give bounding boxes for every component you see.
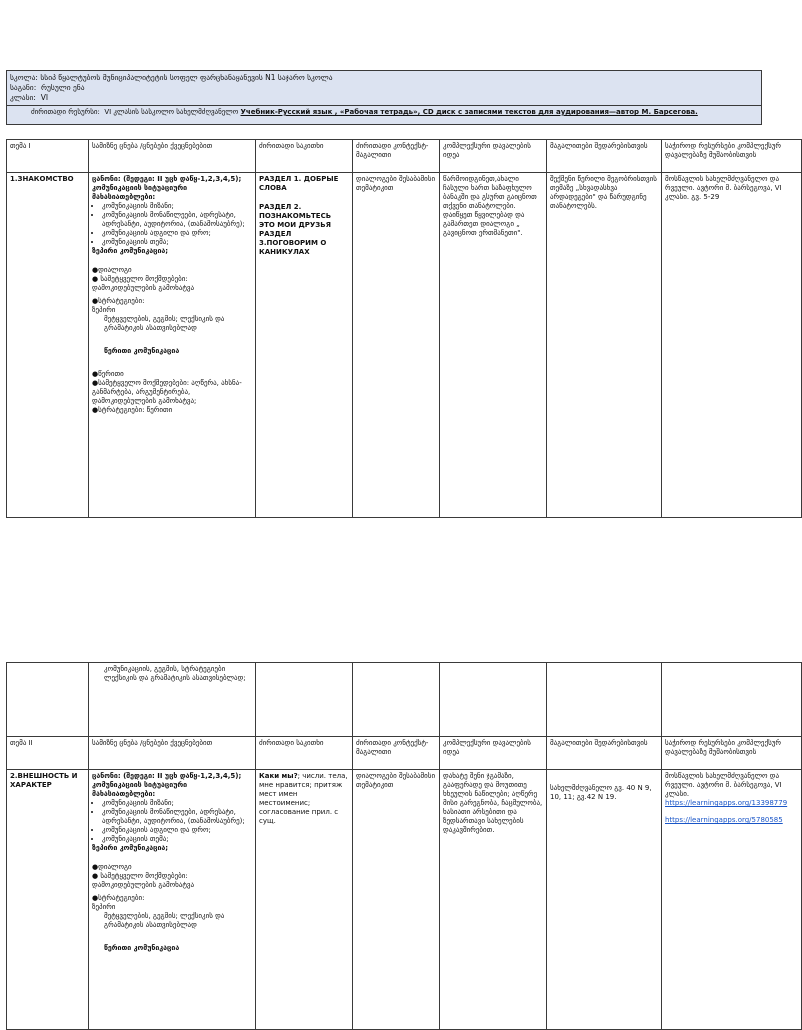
table-row [7,770,802,1030]
concept-cell: ცანონი: (შედეგი: II უცხ დაწყ-1,2,3,4,5); კომუნიკაციის სიტუაციური მახასიათებლები: • კომუნიკაციის მიზანი; • კომუნიკაციის მონაწილეები, ადრესატი, ადრესანტი, აუდიტორია, (თანამოსაუბრე); • კომუნიკაციის ადგილი და დრო; • კომუნიკაციის თემა; ზეპირი კომუნიკაცია; ●დიალოგი ● სამეტყველო მოქმდებები: დამოკიდებულების გამოხატვა ●სტრატეგიები: ზეპირი მეტყველების, გეგმის; ლექსიკის და გრამატიკის ასათვისებლად წერითი კომუნიკაცია ●წერითი ●სამეტყველო მოქმედებები: აღწერა, ახსნა-განმარტება, არგუმენტირება, დამოკიდებულების გამოხატვა; ●სტრატეგიები: წერითი [89,173,256,518]
header-table [6,70,762,125]
concept-cell: ცანონი: (შედეგი: II უცხ დაწყ-1,2,3,4,5); კომუნიკაციის სიტუაციური მახასიათებლები: • კომუნიკაციის მიზანი; • კომუნიკაციის მონაწილეები, ადრესატი, ადრესანტი, აუდიტორია, (თანამოსაუბრე); • კომუნიკაციის ადგილი და დრო; • კომუნიკაციის თემა; ზეპირი კომუნიკაცია; ●დიალოგი ● სამეტყველო მოქმდებები: დამოკიდებულების გამოხატვა ●სტრატეგიები: ზეპირი მეტყველების, გეგმის; ლექსიკის და გრამატიკის ასათვისებლად წერითი კომუნიკაცია [89,770,256,1030]
grade-line: კლასი: VI [10,93,49,102]
task-cell: დახატე შენი ჯგამაზი, გააფერადე და მოუთითე ხხეულის ნაწილები; აღწერე მისი გარეგნობა, ჩაცმულობა, ხასიათი არსებითი და ზედსართავი სახელების დაკავშირებით. [440,770,547,1030]
examples-cell: სახელმძღვანელო გვ. 40 N 9, 10, 11; გვ.42 N 19. [547,770,662,1030]
grade-value: VI [40,93,49,102]
resources-cell: მოსწავლის სახელმძღვანელო და რვეული. ავტორი მ. ბარსეგოვა, VI კლასი. https://learningapps.org/13398779 https://learningapps.org/5780585 [662,770,802,1030]
page-1 [6,70,782,518]
subject-line: საგანი: რუსული ენა [10,83,85,92]
resources-cell: მოსწავლის სახელმძღვანელო და რვეული. ავტორი მ. ბარსეგოვა, VI კლასი. გვ. 5-29 [662,173,802,518]
school-line: სკოლა: სსიპ წყალტუბოს მუნიციპალიტეტის სოფელ ფარცხანაყანევის N1 საჯარო სკოლა [10,73,333,82]
continued-row [7,663,802,737]
theme-cell: 1.ЗНАКОМСТВО [7,173,89,518]
page-2 [6,662,788,1030]
column-headers-2: თემა II სამიზნე ცნება /ცნებები ქვეცნებებით ძირითადი საკითხი ძირითადი კონტექსტ- მაგალითი კომპლექსური დავალების იდეა მაგალითები შედარებისთვის საჭიროდ რესურსები კომპლექსურ დავალებაზე მუშაობისთვის [7,737,802,770]
plan-table-2 [6,662,802,1030]
table-row [7,173,802,518]
task-cell: წარმოიდგინეთ,ახალი ჩასული ხართ საზაფხულო ბანაკში და გსურთ გაიცნოთ თქვენი თანატოლები. დაიწყეთ წყვილებად და გამართეთ დიალოგი „ გავიცნოთ ერთმანეთი". [440,173,547,518]
resources-line: ძირითადი რესურსი: VI კლასის სასკოლო სახელმძღვანელო Учебник-Русский язык , «Рабочая тетрадь», CD диск с записями текстов для аудирования—автор М. Барсегова. [7,106,762,125]
topic-cell: Каки мы?; числи. тела, мне нравится; притяж мест имен местоименис; согласование прил. с сущ. [256,770,353,1030]
context-cell: დიალოგები შესაბამისი თემატიკით [353,173,440,518]
context-cell: დიალოგები შესაბამისი თემატიკით [353,770,440,1030]
learningapps-link-2[interactable]: https://learningapps.org/5780585 [665,816,783,824]
subject-name: რუსული ენა [41,83,85,92]
learningapps-link-1[interactable]: https://learningapps.org/13398779 [665,799,788,807]
resources-textbook: Учебник-Русский язык , «Рабочая тетрадь», CD диск с записями текстов для аудирования—автор М. Барсегова. [240,108,698,116]
continued-text: კომუნიკაციის, გეგმის, სტრატეგიები ლექსიკის და გრამატიკის ასათვისებლად; [104,665,246,682]
column-headers: თემა I სამიზნე ცნება /ცნებები ქვეცნებებით ძირითადი საკითხი ძირითადი კონტექსტ- მაგალითი კომპლექსური დავალების იდეა მაგალითები შედარებისთვის საჭიროდ რესურსები კომპლექსურ დავალებაზე მუშაობისთვის [7,140,802,173]
plan-table-1 [6,139,802,518]
school-name: სსიპ წყალტუბოს მუნიციპალიტეტის სოფელ ფარცხანაყანევის N1 საჯარო სკოლა [40,73,333,82]
topic-cell: РАЗДЕЛ 1. ДОБРЫЕ СЛОВА РАЗДЕЛ 2. ПОЗНАКОМЬТЕСЬ ЭТО МОИ ДРУЗЬЯ РАЗДЕЛ 3.ПОГОВОРИМ О КАНИКУЛАХ [256,173,353,518]
theme-cell: 2.ВНЕШНОСТЬ И ХАРАКТЕР [7,770,89,1030]
examples-cell: შექმენი წერილი მეგობრისთვის თემაზე „სხვადასხვა არდადეგები" და წარუდგინე თანატოლებს. [547,173,662,518]
